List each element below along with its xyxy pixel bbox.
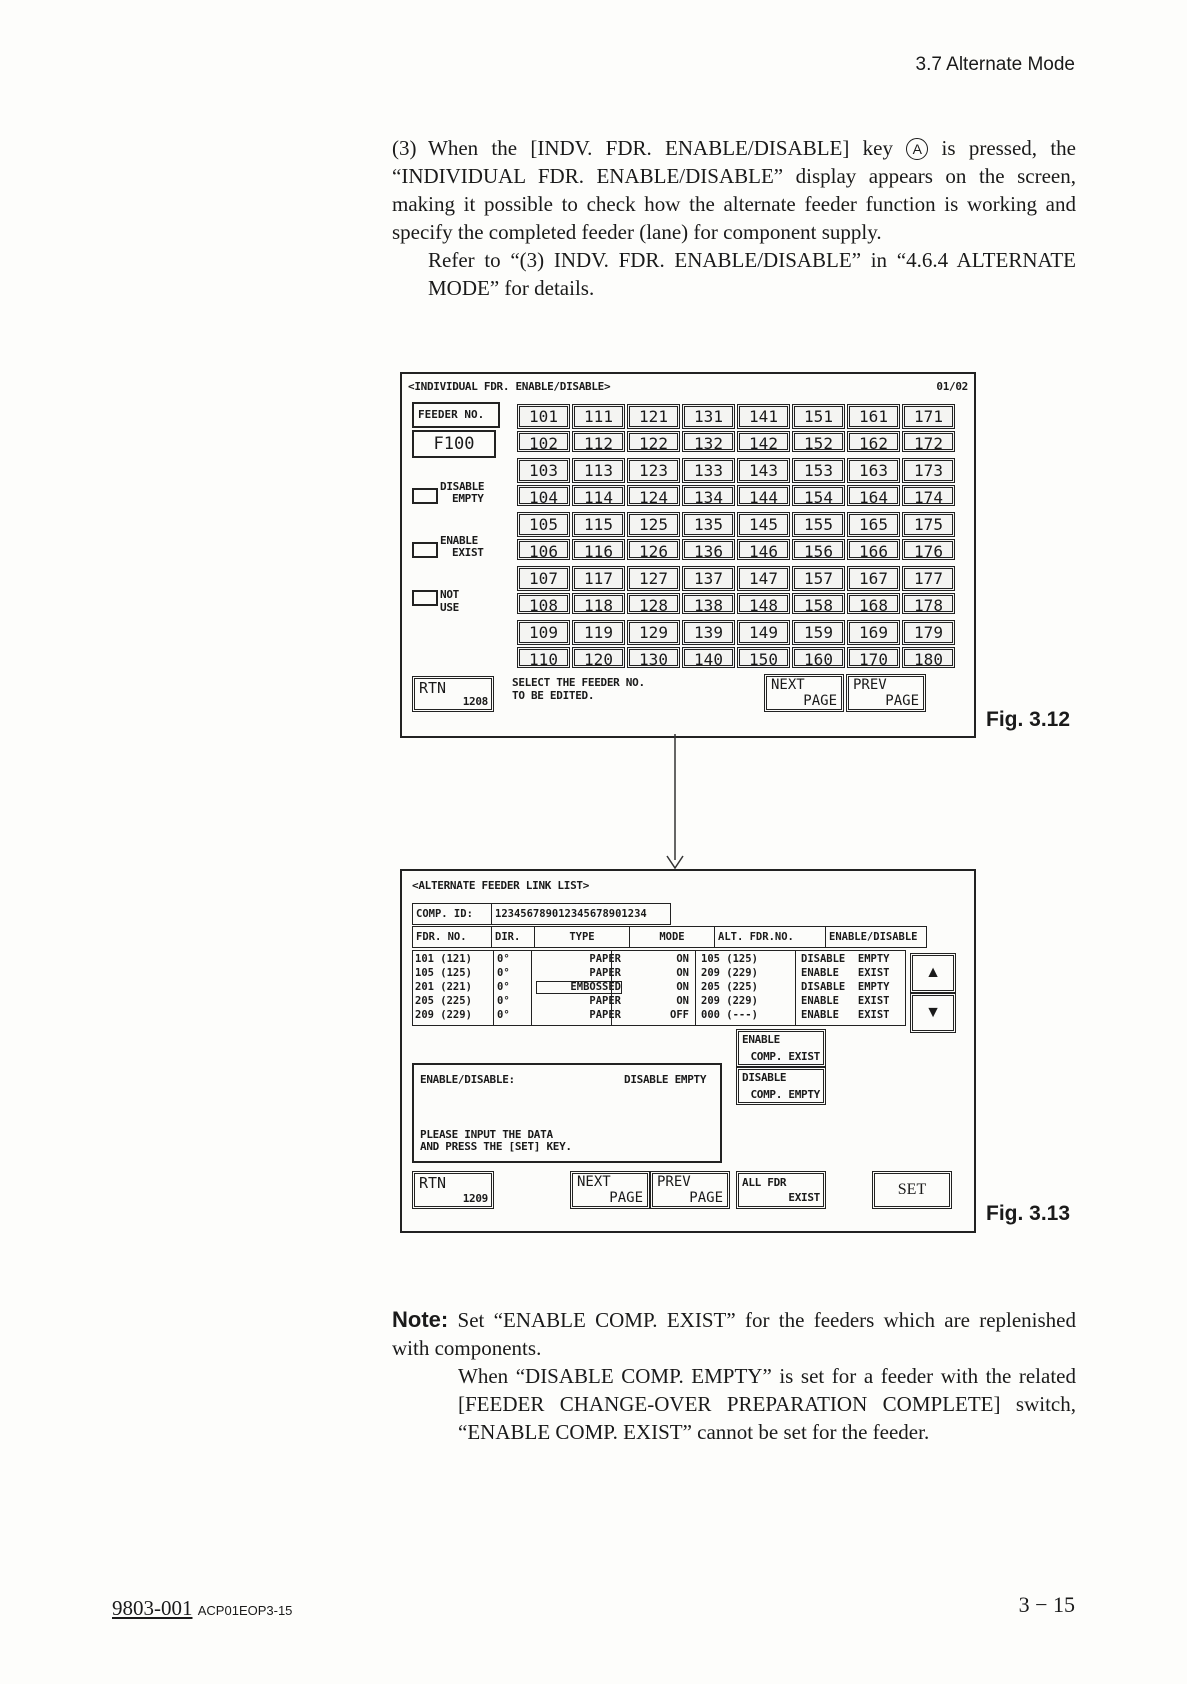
feeder-cell[interactable]: 125 (627, 512, 680, 537)
feeder-cell[interactable]: 138 (682, 593, 735, 614)
feeder-cell[interactable]: 121 (627, 404, 680, 429)
feeder-cell[interactable]: 119 (572, 620, 625, 645)
feeder-cell[interactable]: 170 (847, 647, 900, 668)
feeder-cell[interactable]: 158 (792, 593, 845, 614)
feeder-cell[interactable]: 137 (682, 566, 735, 591)
scroll-down-button[interactable]: ▼ (910, 993, 956, 1033)
feeder-cell[interactable]: 134 (682, 485, 735, 506)
feeder-cell[interactable]: 145 (737, 512, 790, 537)
link-cell-fdr: 205 (225) (415, 995, 472, 1007)
link-cell-fdr: 105 (125) (415, 967, 472, 979)
body-text-2: Refer to “(3) INDV. FDR. ENABLE/DISABLE” in “4.6.4 ALTERNATE MODE” for details. (428, 248, 1076, 300)
feeder-no-value[interactable]: F100 (412, 430, 496, 458)
feeder-cell[interactable]: 156 (792, 539, 845, 560)
link-table-header: FDR. NO. DIR. TYPE MODE ALT. FDR.NO. ENABLE/DISABLE (412, 926, 927, 948)
feeder-cell[interactable]: 169 (847, 620, 900, 645)
feeder-cell[interactable]: 175 (902, 512, 955, 537)
feeder-cell[interactable]: 117 (572, 566, 625, 591)
link-cell-mode: ON (676, 953, 689, 965)
feeder-cell[interactable]: 109 (517, 620, 570, 645)
feeder-cell[interactable]: 106 (517, 539, 570, 560)
link-cell-alt: 209 (229) (701, 995, 758, 1007)
link-cell-type: PAPER (589, 995, 621, 1007)
feeder-cell[interactable]: 126 (627, 539, 680, 560)
link-cell-fdr: 209 (229) (415, 1009, 472, 1021)
feeder-cell[interactable]: 176 (902, 539, 955, 560)
fig-3-12-label: Fig. 3.12 (986, 708, 1071, 731)
feeder-cell[interactable]: 152 (792, 431, 845, 452)
feeder-cell[interactable]: 111 (572, 404, 625, 429)
disable-comp-empty-button[interactable]: DISABLE COMP. EMPTY (736, 1067, 826, 1105)
link-cell-type: PAPER (589, 967, 621, 979)
feeder-cell[interactable]: 140 (682, 647, 735, 668)
link-cell-fdr: 201 (221) (415, 981, 472, 993)
feeder-cell[interactable]: 123 (627, 458, 680, 483)
feeder-cell[interactable]: 142 (737, 431, 790, 452)
link-cell-alt: 209 (229) (701, 967, 758, 979)
feeder-cell[interactable]: 141 (737, 404, 790, 429)
individual-fdr-screen: <INDIVIDUAL FDR. ENABLE/DISABLE> 01/02 FEEDER NO. F100 DISABLE EMPTY ENABLE EXIST NOT USE 101 111 121 131 141 151 161 171 102 112 122 132 142 152 162 172 103 113 123 133 143 153 163 173 104 114 124 134 144 154 164 174 105 115 125 135 145 155 165 175 106 116 126 136 146 156 166 176 107 117 127 137 147 157 167 177 108 118 128 138 148 158 168 178 109 119 129 139 149 159 169 179 110 120 130 140 150 160 170 180 RTN 1208 SELECT THE FEEDER NO. TO BE EDITED. NEXT PAGE PREV PAGE (400, 372, 976, 738)
prev-page-button[interactable]: PREV PAGE (846, 674, 926, 712)
feeder-cell[interactable]: 177 (902, 566, 955, 591)
body-text-1a: When the [INDV. FDR. ENABLE/DISABLE] key (428, 136, 893, 160)
prev-page-button-2[interactable]: PREV PAGE (650, 1171, 730, 1209)
circled-a-icon: A (906, 138, 928, 160)
comp-id-row (412, 903, 671, 925)
feeder-cell[interactable]: 164 (847, 485, 900, 506)
link-screen-title: <ALTERNATE FEEDER LINK LIST> (412, 879, 590, 892)
comp-id-value: 12345678901234567890123​4 (492, 904, 671, 925)
link-cell-enable[interactable]: ENABLE EXIST (801, 995, 890, 1007)
feeder-cell[interactable]: 105 (517, 512, 570, 537)
column-divider (493, 951, 494, 1025)
feeder-cell[interactable]: 113 (572, 458, 625, 483)
feeder-cell[interactable]: 103 (517, 458, 570, 483)
link-cell-dir: 0° (497, 995, 510, 1007)
link-cell-enable[interactable]: DISABLE EMPTY (801, 981, 890, 993)
feeder-cell[interactable]: 162 (847, 431, 900, 452)
feeder-cell[interactable]: 155 (792, 512, 845, 537)
page-indicator: 01/02 (936, 380, 968, 393)
feeder-cell[interactable]: 171 (902, 404, 955, 429)
body-paragraph (392, 134, 1076, 302)
feeder-cell[interactable]: 149 (737, 620, 790, 645)
rtn-button-2[interactable]: RTN 1209 (412, 1171, 494, 1209)
feeder-cell[interactable]: 128 (627, 593, 680, 614)
page-number: 3 − 15 (1018, 1592, 1075, 1617)
feeder-cell[interactable]: 131 (682, 404, 735, 429)
feeder-cell[interactable]: 167 (847, 566, 900, 591)
feeder-cell[interactable]: 133 (682, 458, 735, 483)
feeder-cell[interactable]: 178 (902, 593, 955, 614)
link-cell-type: EMBOSSED (537, 982, 621, 993)
feeder-cell[interactable]: 174 (902, 485, 955, 506)
note-text-1: Set “ENABLE COMP. EXIST” for the feeders which are replenished with components. (392, 1308, 1076, 1360)
set-button[interactable]: SET (872, 1171, 952, 1209)
body-text-1b: is pressed, the “INDIVIDUAL FDR. ENABLE/DISABLE” display appears on the screen, making it possible to check how the alternate feeder function is working and specify the completed feeder (lane) for component supply. (392, 136, 1076, 244)
enable-swatch-icon (412, 542, 438, 558)
note-block (392, 1306, 1076, 1446)
enable-comp-exist-button[interactable]: ENABLE COMP. EXIST (736, 1029, 826, 1067)
comp-id-label: COMP. ID: (413, 904, 492, 925)
feeder-cell[interactable]: 172 (902, 431, 955, 452)
link-table-body (412, 950, 906, 1026)
all-fdr-exist-button[interactable]: ALL FDR EXIST (736, 1171, 826, 1209)
link-cell-dir: 0° (497, 967, 510, 979)
note-text-2: When “DISABLE COMP. EMPTY” is set for a feeder with the related [FEEDER CHANGE-OVER PREPARATION COMPLETE] switch, “ENABLE COMP. EXIST” cannot be set for the feeder. (458, 1364, 1076, 1444)
status-label: ENABLE/DISABLE: (420, 1073, 515, 1086)
feeder-cell[interactable]: 150 (737, 647, 790, 668)
link-cell-alt: 205 (225) (701, 981, 758, 993)
feeder-cell[interactable]: 112 (572, 431, 625, 452)
next-page-button-2[interactable]: NEXT PAGE (570, 1171, 650, 1209)
feeder-cell[interactable]: 146 (737, 539, 790, 560)
feeder-cell[interactable]: 144 (737, 485, 790, 506)
feeder-cell[interactable]: 132 (682, 431, 735, 452)
prompt-text: PLEASE INPUT THE DATA AND PRESS THE [SET] KEY. (420, 1128, 572, 1153)
not-use-swatch-icon (412, 590, 438, 606)
link-cell-fdr: 101 (121) (415, 953, 472, 965)
scroll-up-button[interactable]: ▲ (910, 953, 956, 993)
feeder-cell[interactable]: 148 (737, 593, 790, 614)
section-header: 3.7 Alternate Mode (915, 54, 1075, 75)
link-cell-mode: OFF (670, 1009, 689, 1021)
feeder-cell[interactable]: 124 (627, 485, 680, 506)
feeder-cell[interactable]: 104 (517, 485, 570, 506)
feeder-cell[interactable]: 114 (572, 485, 625, 506)
feeder-cell[interactable]: 101 (517, 404, 570, 429)
rtn-button[interactable]: RTN 1208 (412, 676, 494, 712)
feeder-cell[interactable]: 160 (792, 647, 845, 668)
feeder-cell[interactable]: 110 (517, 647, 570, 668)
feeder-cell[interactable]: 108 (517, 593, 570, 614)
feeder-cell[interactable]: 130 (627, 647, 680, 668)
note-label: Note: (392, 1307, 449, 1332)
doc-code: ACP01EOP3-15 (197, 1603, 293, 1618)
feeder-cell[interactable]: 127 (627, 566, 680, 591)
feeder-cell[interactable]: 120 (572, 647, 625, 668)
link-cell-mode: ON (676, 967, 689, 979)
feeder-cell[interactable]: 180 (902, 647, 955, 668)
feeder-cell[interactable]: 166 (847, 539, 900, 560)
feeder-cell[interactable]: 102 (517, 431, 570, 452)
feeder-cell[interactable]: 107 (517, 566, 570, 591)
link-cell-mode: ON (676, 995, 689, 1007)
link-cell-dir: 0° (497, 981, 510, 993)
feeder-cell[interactable]: 129 (627, 620, 680, 645)
feeder-cell[interactable]: 159 (792, 620, 845, 645)
feeder-cell[interactable]: 139 (682, 620, 735, 645)
feeder-cell[interactable]: 116 (572, 539, 625, 560)
feeder-cell[interactable]: 179 (902, 620, 955, 645)
column-divider (695, 951, 696, 1025)
feeder-cell[interactable]: 143 (737, 458, 790, 483)
column-divider (531, 951, 532, 1025)
step-number: (3) (392, 136, 417, 160)
disable-swatch-icon (412, 488, 438, 504)
feeder-cell[interactable]: 147 (737, 566, 790, 591)
link-cell-enable[interactable]: ENABLE EXIST (801, 967, 890, 979)
link-cell-enable[interactable]: ENABLE EXIST (801, 1009, 890, 1021)
screen-title: <INDIVIDUAL FDR. ENABLE/DISABLE> (408, 380, 611, 393)
feeder-cell[interactable]: 173 (902, 458, 955, 483)
footer-doc (112, 1596, 292, 1621)
fig-3-13-label: Fig. 3.13 (986, 1202, 1071, 1225)
link-cell-alt: 000 (---) (701, 1009, 758, 1021)
feeder-grid (517, 404, 959, 672)
feeder-no-label: FEEDER NO. (412, 402, 500, 428)
feeder-cell[interactable]: 118 (572, 593, 625, 614)
feeder-cell[interactable]: 115 (572, 512, 625, 537)
feeder-cell[interactable]: 165 (847, 512, 900, 537)
alternate-feeder-link-screen (400, 869, 976, 1233)
link-cell-dir: 0° (497, 1009, 510, 1021)
link-cell-mode: ON (676, 981, 689, 993)
status-value: DISABLE EMPTY (624, 1073, 707, 1086)
link-cell-alt: 105 (125) (701, 953, 758, 965)
feeder-cell[interactable]: 168 (847, 593, 900, 614)
feeder-cell[interactable]: 163 (847, 458, 900, 483)
feeder-cell[interactable]: 154 (792, 485, 845, 506)
feeder-cell[interactable]: 157 (792, 566, 845, 591)
feeder-cell[interactable]: 161 (847, 404, 900, 429)
link-cell-dir: 0° (497, 953, 510, 965)
doc-number: 9803-001 (112, 1596, 193, 1620)
link-cell-type: PAPER (589, 953, 621, 965)
instruction-text: SELECT THE FEEDER NO. TO BE EDITED. (512, 676, 645, 702)
feeder-cell[interactable]: 122 (627, 431, 680, 452)
status-panel (412, 1063, 722, 1163)
flow-arrow-icon (664, 734, 686, 870)
feeder-cell[interactable]: 135 (682, 512, 735, 537)
feeder-cell[interactable]: 151 (792, 404, 845, 429)
feeder-cell[interactable]: 136 (682, 539, 735, 560)
link-cell-enable[interactable]: DISABLE EMPTY (801, 953, 890, 965)
link-cell-type: PAPER (589, 1009, 621, 1021)
next-page-button[interactable]: NEXT PAGE (764, 674, 844, 712)
feeder-cell[interactable]: 153 (792, 458, 845, 483)
